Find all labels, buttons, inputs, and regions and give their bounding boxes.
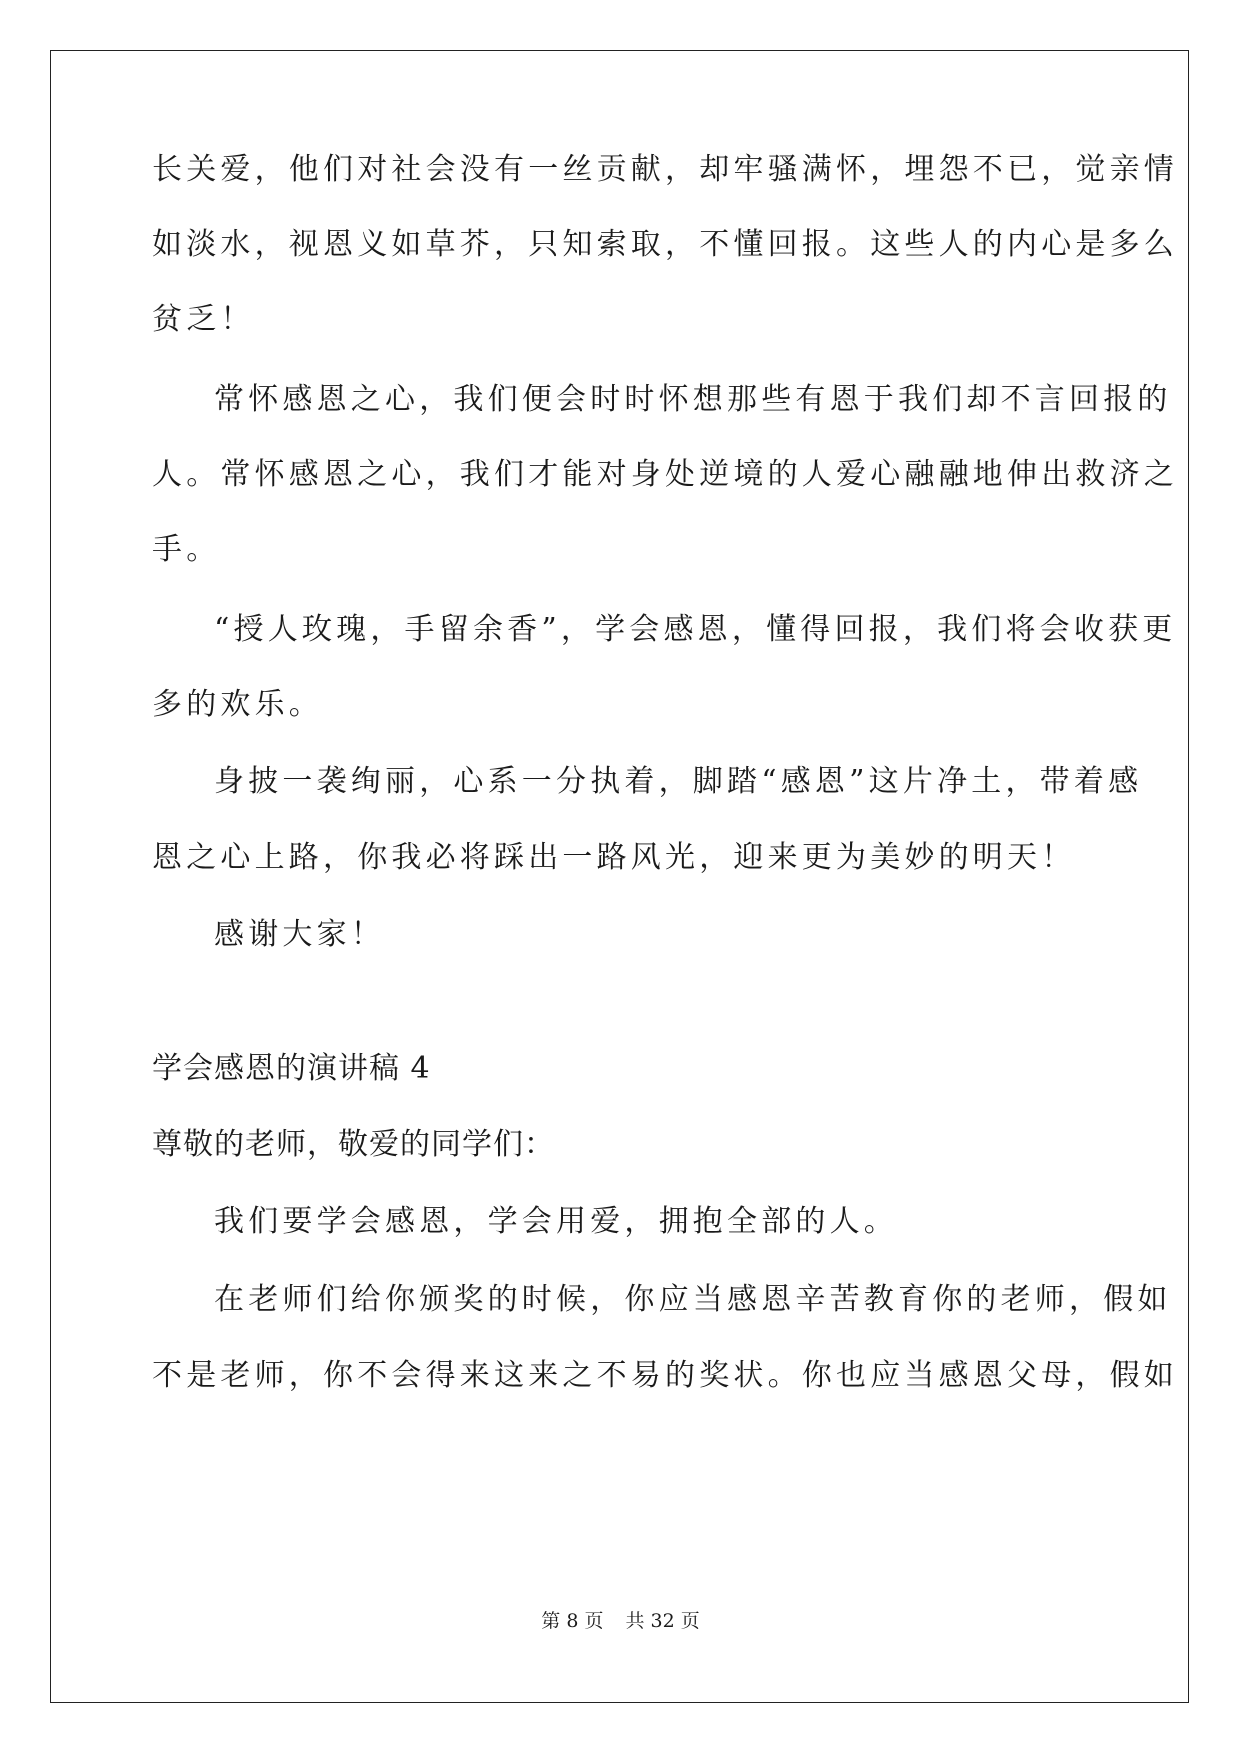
paragraph-line: 我们要学会感恩，学会用爱，拥抱全部的人。 <box>214 1204 898 1239</box>
paragraph-line: 人。常怀感恩之心，我们才能对身处逆境的人爱心融融地伸出救济之 <box>152 457 1178 492</box>
page-number: 第 8 页 <box>541 1610 604 1632</box>
paragraph-line: 贫乏！ <box>152 302 255 337</box>
paragraph-line: 感谢大家！ <box>214 917 385 952</box>
paragraph-line: “授人玫瑰，手留余香”，学会感恩，懂得回报，我们将会收获更 <box>214 612 1177 647</box>
paragraph-line: 恩之心上路，你我必将踩出一路风光，迎来更为美妙的明天！ <box>152 840 1076 875</box>
paragraph-line: 在老师们给你颁奖的时候，你应当感恩辛苦教育你的老师，假如 <box>214 1282 1172 1317</box>
section-heading: 学会感恩的演讲稿 4 <box>152 1051 431 1086</box>
paragraph-line: 身披一袭绚丽，心系一分执着，脚踏“感恩”这片净土，带着感 <box>214 764 1143 799</box>
paragraph-line: 不是老师，你不会得来这来之不易的奖状。你也应当感恩父母，假如 <box>152 1358 1178 1393</box>
paragraph-line: 常怀感恩之心，我们便会时时怀想那些有恩于我们却不言回报的 <box>214 382 1172 417</box>
page-footer <box>0 1609 1241 1633</box>
paragraph-line: 长关爱，他们对社会没有一丝贡献，却牢骚满怀，埋怨不已，觉亲情 <box>152 152 1178 187</box>
total-pages: 共 32 页 <box>625 1610 700 1632</box>
paragraph-line: 手。 <box>152 532 221 567</box>
paragraph-line: 多的欢乐。 <box>152 687 323 722</box>
paragraph-line: 如淡水，视恩义如草芥，只知索取，不懂回报。这些人的内心是多么 <box>152 227 1178 262</box>
salutation: 尊敬的老师，敬爱的同学们： <box>152 1127 555 1162</box>
